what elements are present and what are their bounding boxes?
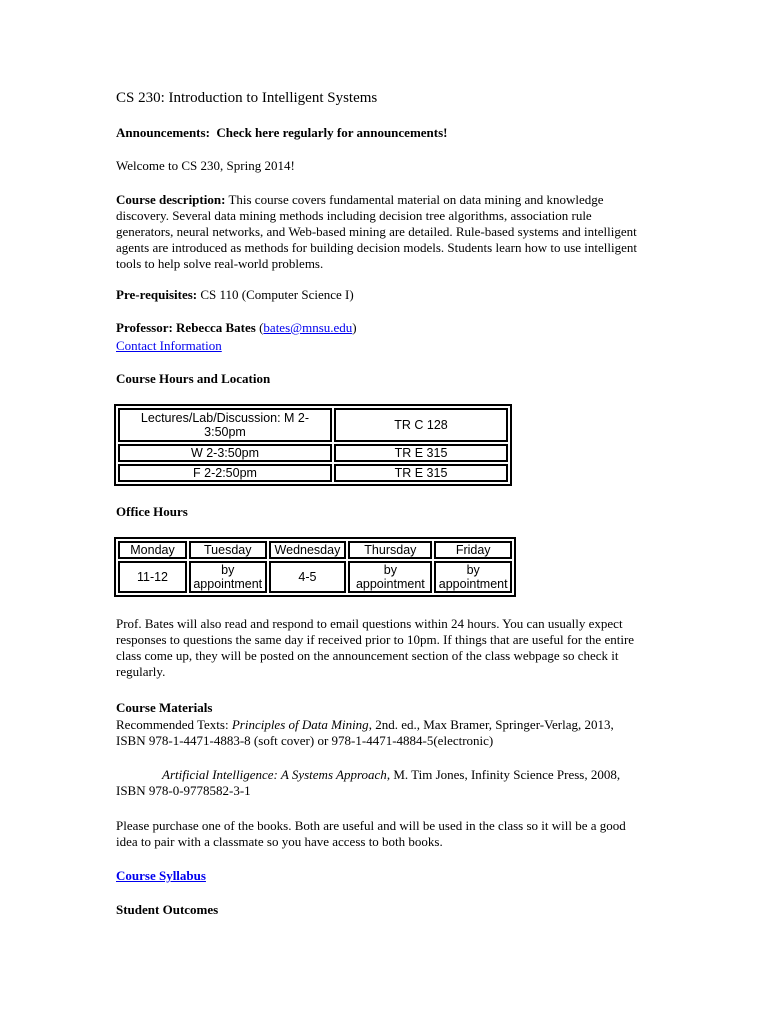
materials-heading: Course Materials <box>116 700 213 715</box>
prereq-text: CS 110 (Computer Science I) <box>200 287 354 302</box>
description-label: Course description: <box>116 192 226 207</box>
time-cell: 4-5 <box>269 561 347 593</box>
recommended-texts <box>116 717 644 749</box>
book2-title: Artificial Intelligence: A Systems Approach <box>162 767 387 782</box>
office-hours-heading: Office Hours <box>116 504 188 519</box>
day-header: Wednesday <box>269 541 347 559</box>
page-title: CS 230: Introduction to Intelligent Systems <box>116 90 378 106</box>
purchase-note: Please purchase one of the books. Both are useful and will be used in the class so it will be a good idea to pair with a classmate so you have access to both books. <box>116 818 626 849</box>
time-cell: 11-12 <box>118 561 187 593</box>
table-row <box>118 561 512 593</box>
professor-line <box>116 320 646 336</box>
course-syllabus-link[interactable]: Course Syllabus <box>116 868 206 883</box>
time-cell: by appointment <box>434 561 512 593</box>
office-hours-table <box>114 537 516 597</box>
paren-open: ( <box>259 320 264 335</box>
welcome-text: Welcome to CS 230, Spring 2014! <box>116 158 295 173</box>
announcements-label: Announcements: <box>116 125 210 140</box>
day-header: Tuesday <box>189 541 267 559</box>
professor-label: Professor: Rebecca Bates <box>116 320 256 335</box>
room-cell: TR C 128 <box>334 408 508 442</box>
book1-title: Principles of Data Mining <box>231 717 369 732</box>
book2-details: , M. Tim Jones, Infinity Science Press, 2008, ISBN 978-0-9778582-3-1 <box>116 767 621 798</box>
day-header: Thursday <box>348 541 432 559</box>
table-row <box>118 408 508 442</box>
room-cell: TR E 315 <box>334 444 508 462</box>
course-description <box>116 192 648 272</box>
email-note: Prof. Bates will also read and respond to email questions within 24 hours. You can usually expect responses to questions the same day if received prior to 10pm. If things that are useful for the entire class come up, they will be posted on the announcement section of the class webpage so check it regularly. <box>116 616 635 679</box>
book1-details: , 2nd. ed., Max Bramer, Springer-Verlag, 2013, ISBN 978-1-4471-4883-8 (soft cover) or 978-1-4471-4884-5(electronic) <box>116 717 614 748</box>
student-outcomes-heading: Student Outcomes <box>116 902 219 917</box>
announcements-text: Check here regularly for announcements! <box>216 125 448 140</box>
professor-email-link[interactable]: bates@mnsu.edu <box>263 320 353 335</box>
time-cell: W 2-3:50pm <box>118 444 332 462</box>
hours-location-heading: Course Hours and Location <box>116 371 271 386</box>
day-header: Monday <box>118 541 187 559</box>
time-cell: F 2-2:50pm <box>118 464 332 482</box>
table-row <box>118 444 508 462</box>
time-cell: Lectures/Lab/Discussion: M 2-3:50pm <box>118 408 332 442</box>
recommended-label: Recommended Texts: <box>116 717 229 732</box>
contact-information-link[interactable]: Contact Information <box>116 338 222 353</box>
time-cell: by appointment <box>348 561 432 593</box>
prereq-label: Pre-requisites: <box>116 287 198 302</box>
day-header: Friday <box>434 541 512 559</box>
book2 <box>116 767 644 799</box>
room-cell: TR E 315 <box>334 464 508 482</box>
announcements <box>116 125 646 141</box>
paren-close: ) <box>352 320 357 335</box>
description-text: This course covers fundamental material on data mining and knowledge discovery. Several data mining methods including decision tree algorithms, association rule generators, neural networks, and Web-based mining are detailed. Rule-based systems and intelligent agents are introduced as methods for building decision models. Students learn how to use intelligent tools to help solve real-world problems. <box>116 192 637 271</box>
time-cell: by appointment <box>189 561 267 593</box>
hours-location-table <box>114 404 512 486</box>
table-row <box>118 464 508 482</box>
prerequisites <box>116 287 646 303</box>
table-row <box>118 541 512 559</box>
